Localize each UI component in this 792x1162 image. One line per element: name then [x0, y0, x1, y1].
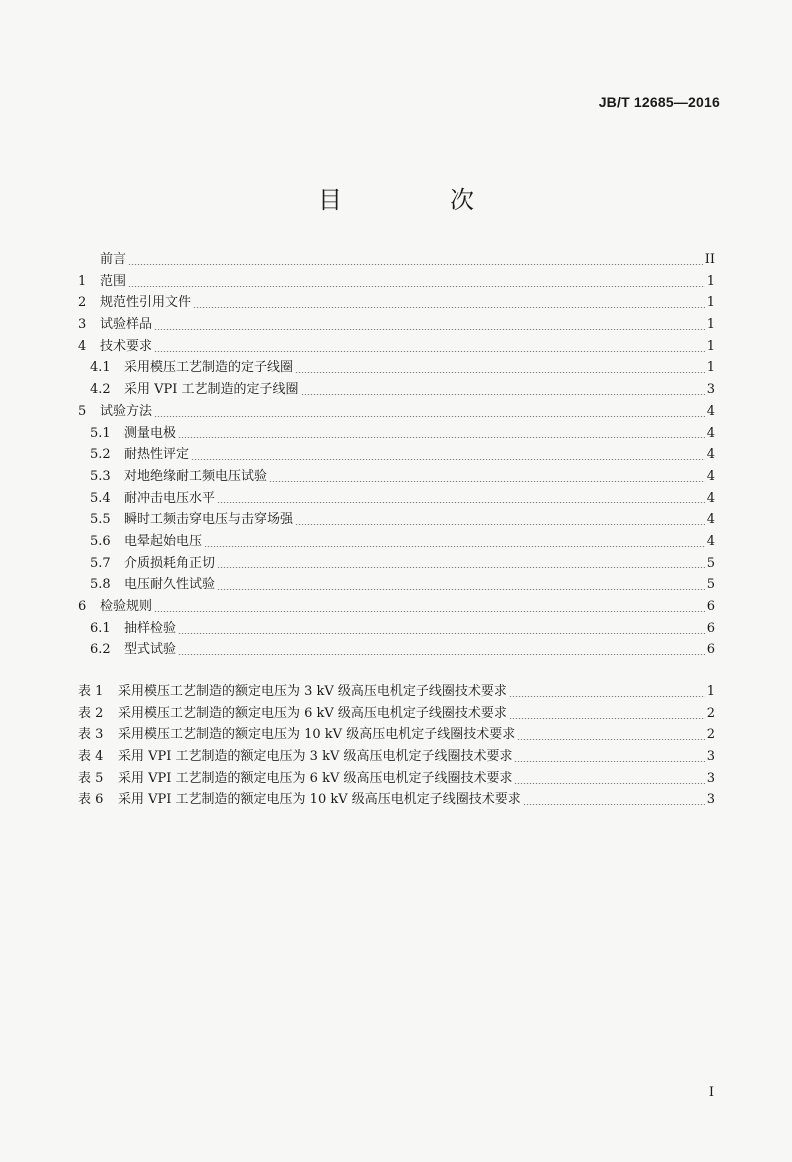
dot-leader — [509, 715, 705, 719]
entry-number: 5 — [78, 403, 87, 419]
entry-page: 1 — [706, 317, 715, 333]
dot-leader — [193, 304, 705, 308]
dot-leader — [154, 326, 705, 330]
dot-leader — [295, 521, 705, 525]
toc-entry[interactable] — [78, 553, 715, 575]
dot-leader — [295, 369, 705, 373]
entry-page: 4 — [706, 512, 715, 528]
entry-number: 4.2 — [90, 382, 111, 398]
entry-number: 表 3 — [78, 727, 104, 743]
toc-entry[interactable] — [78, 639, 715, 661]
entry-number: 6.2 — [90, 642, 111, 658]
entry-title: 耐热性评定 — [124, 447, 190, 463]
entry-title: 试验方法 — [100, 403, 153, 419]
dot-leader — [154, 608, 705, 612]
entry-title: 技术要求 — [100, 338, 153, 354]
entry-title: 介质损耗角正切 — [124, 555, 216, 571]
entry-number: 4.1 — [90, 360, 111, 376]
entry-number: 5.7 — [90, 555, 111, 571]
toc-entry[interactable] — [78, 271, 715, 293]
table-list-item[interactable] — [78, 681, 715, 703]
entry-page: 6 — [706, 599, 715, 614]
entry-title: 抽样检验 — [124, 620, 177, 636]
toc-entry[interactable] — [78, 314, 715, 336]
entry-page: II — [704, 252, 715, 267]
entry-number: 5.8 — [90, 577, 111, 593]
entry-number: 5.4 — [90, 490, 111, 506]
entry-page: 2 — [706, 727, 715, 743]
dot-leader — [128, 261, 703, 265]
table-of-contents — [78, 249, 715, 661]
entry-page: 3 — [706, 792, 715, 808]
table-list-item[interactable] — [78, 746, 715, 768]
list-of-tables — [78, 681, 715, 811]
dot-leader — [217, 564, 705, 568]
toc-entry[interactable] — [78, 423, 715, 445]
entry-title: 型式试验 — [124, 642, 177, 658]
page-title: 目 次 — [318, 186, 516, 214]
entry-page: 5 — [706, 577, 715, 593]
entry-title: 采用 VPI 工艺制造的额定电压为 10 kV 级高压电机定子线圈技术要求 — [118, 792, 521, 808]
entry-number: 5.2 — [90, 447, 111, 463]
entry-number: 6.1 — [90, 620, 111, 636]
entry-page: 1 — [706, 273, 715, 289]
toc-entry[interactable] — [78, 509, 715, 531]
toc-entry[interactable] — [78, 401, 715, 423]
toc-entry[interactable] — [78, 249, 715, 271]
entry-number: 5.6 — [90, 533, 111, 549]
entry-page: 5 — [706, 555, 715, 571]
entry-title: 采用 VPI 工艺制造的定子线圈 — [124, 382, 299, 398]
entry-page: 4 — [706, 468, 715, 484]
entry-number: 4 — [78, 338, 87, 354]
dot-leader — [178, 651, 705, 655]
dot-leader — [154, 413, 705, 417]
entry-number: 5.5 — [90, 512, 111, 528]
standard-code: JB/T 12685—2016 — [598, 94, 720, 110]
entry-title: 规范性引用文件 — [100, 295, 192, 311]
entry-title: 采用 VPI 工艺制造的额定电压为 6 kV 级高压电机定子线圈技术要求 — [118, 770, 513, 786]
toc-entry[interactable] — [78, 531, 715, 553]
entry-page: 6 — [706, 642, 715, 658]
entry-number: 5.1 — [90, 425, 111, 441]
entry-number: 表 2 — [78, 705, 104, 721]
entry-title: 耐冲击电压水平 — [124, 490, 216, 506]
entry-page: 1 — [706, 684, 715, 699]
toc-entry[interactable] — [78, 357, 715, 379]
table-list-item[interactable] — [78, 703, 715, 725]
entry-number: 表 5 — [78, 770, 104, 786]
entry-page: 1 — [706, 295, 715, 311]
entry-page: 1 — [706, 338, 715, 354]
entry-title: 范围 — [100, 273, 127, 289]
toc-entry[interactable] — [78, 618, 715, 640]
entry-page: 4 — [706, 490, 715, 506]
dot-leader — [191, 456, 705, 460]
dot-leader — [514, 780, 704, 784]
entry-page: 3 — [706, 770, 715, 786]
dot-leader — [269, 478, 705, 482]
entry-title: 采用模压工艺制造的额定电压为 3 kV 级高压电机定子线圈技术要求 — [118, 684, 507, 699]
entry-number: 表 4 — [78, 749, 104, 765]
entry-title: 对地绝缘耐工频电压试验 — [124, 468, 268, 484]
entry-title: 测量电极 — [124, 425, 177, 441]
dot-leader — [517, 736, 705, 740]
entry-number: 3 — [78, 317, 87, 333]
entry-title: 采用模压工艺制造的定子线圈 — [124, 360, 294, 376]
dot-leader — [509, 693, 705, 697]
entry-number: 表 6 — [78, 792, 104, 808]
entry-title: 采用 VPI 工艺制造的额定电压为 3 kV 级高压电机定子线圈技术要求 — [118, 749, 513, 765]
toc-entry[interactable] — [78, 488, 715, 510]
entry-title: 采用模压工艺制造的额定电压为 6 kV 级高压电机定子线圈技术要求 — [118, 705, 507, 721]
entry-page: 3 — [706, 382, 715, 398]
dot-leader — [204, 543, 705, 547]
entry-title: 试验样品 — [100, 317, 153, 333]
table-list-item[interactable] — [78, 768, 715, 790]
table-list-item[interactable] — [78, 789, 715, 811]
entry-page: 4 — [706, 403, 715, 419]
entry-page: 6 — [706, 620, 715, 636]
entry-page: 3 — [706, 749, 715, 765]
entry-page: 4 — [706, 533, 715, 549]
entry-page: 1 — [706, 360, 715, 376]
dot-leader — [301, 391, 705, 395]
dot-leader — [154, 348, 705, 352]
entry-page: 4 — [706, 425, 715, 441]
entry-number: 5.3 — [90, 468, 111, 484]
entry-number: 2 — [78, 295, 87, 311]
toc-entry[interactable] — [78, 466, 715, 488]
entry-title: 电压耐久性试验 — [124, 577, 216, 593]
page-number: I — [708, 1085, 714, 1100]
entry-title: 检验规则 — [100, 599, 153, 614]
toc-entry[interactable] — [78, 336, 715, 358]
entry-number: 6 — [78, 599, 87, 614]
entry-page: 4 — [706, 447, 715, 463]
entry-number: 1 — [78, 273, 87, 289]
entry-title: 采用模压工艺制造的额定电压为 10 kV 级高压电机定子线圈技术要求 — [118, 727, 516, 743]
entry-page: 2 — [706, 705, 715, 721]
entry-title: 瞬时工频击穿电压与击穿场强 — [124, 512, 294, 528]
entry-number: 表 1 — [78, 684, 104, 699]
toc-entry[interactable] — [78, 596, 715, 618]
toc-entry[interactable] — [78, 574, 715, 596]
toc-entry[interactable] — [78, 292, 715, 314]
dot-leader — [514, 758, 704, 762]
entry-title: 前言 — [100, 252, 127, 267]
dot-leader — [217, 586, 705, 590]
dot-leader — [217, 499, 705, 503]
toc-entry[interactable] — [78, 379, 715, 401]
dot-leader — [523, 801, 705, 805]
table-list-item[interactable] — [78, 724, 715, 746]
entry-title: 电晕起始电压 — [124, 533, 203, 549]
dot-leader — [128, 283, 705, 287]
toc-entry[interactable] — [78, 444, 715, 466]
dot-leader — [178, 434, 705, 438]
dot-leader — [178, 630, 705, 634]
